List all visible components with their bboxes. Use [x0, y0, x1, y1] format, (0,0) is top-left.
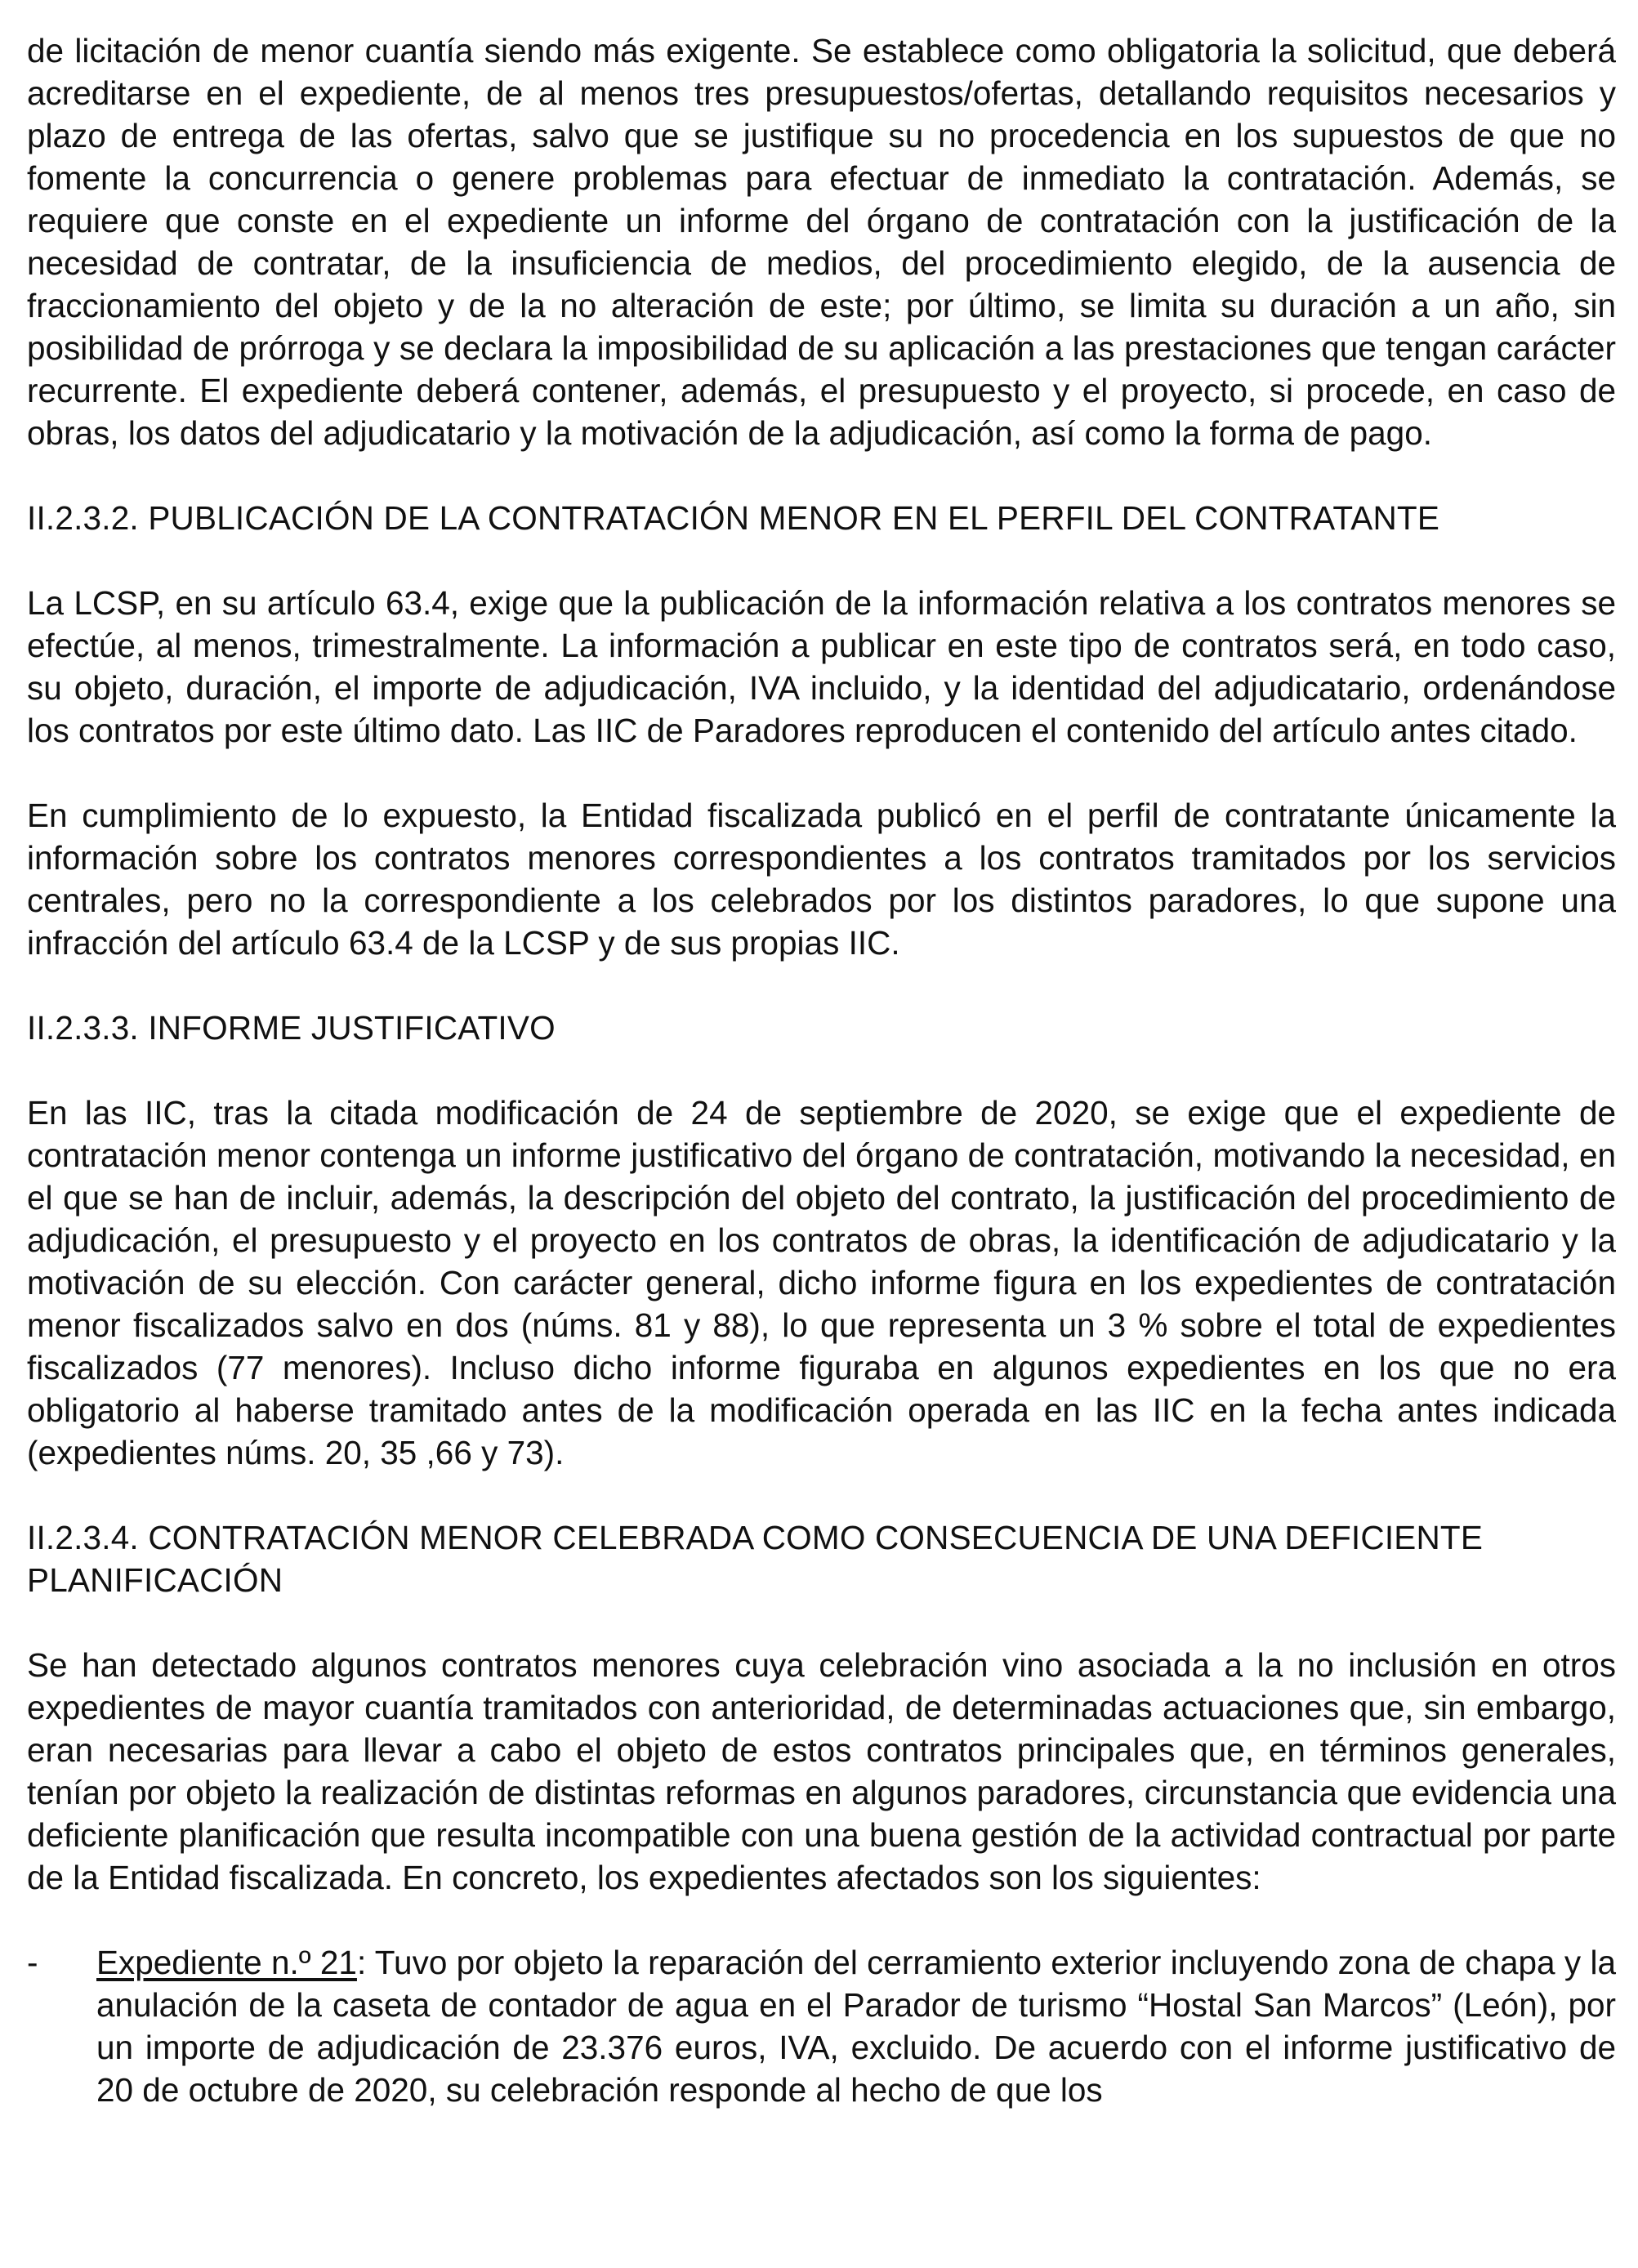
paragraph-cumplimiento: En cumplimiento de lo expuesto, la Entidad fiscalizada publicó en el perfil de contratante únicamente la información sobre los contratos menores correspondientes a los contratos tramitados por los servicios centrales, pero no la correspondiente a los celebrados por los distintos paradores, lo que supone una infracción del artículo 63.4 de la LCSP y de sus propias IIC. — [27, 797, 1616, 962]
expediente-label: Expediente n.º 21 — [96, 1944, 357, 1981]
spacer — [27, 539, 1616, 582]
section-heading-informe: II.2.3.3. INFORME JUSTIFICATIVO — [27, 1009, 556, 1047]
spacer — [27, 964, 1616, 1007]
spacer — [27, 1899, 1616, 1941]
expediente-text: : Tuvo por objeto la reparación del cerramiento exterior incluyendo zona de chapa y la anulación de la caseta de contador de agua en el Parador de turismo “Hostal San Marcos” (León), por un importe de adjudicación de 23.376 euros, IVA, excluido. De acuerdo con el informe justificativo de 20 de octubre de 2020, su celebración responde al hecho de que los — [96, 1944, 1616, 2109]
document-page — [27, 29, 1616, 2111]
spacer — [27, 1601, 1616, 1644]
list-dash: - — [27, 1944, 38, 1981]
paragraph-lcsp-63-4: La LCSP, en su artículo 63.4, exige que la publicación de la información relativa a los contratos menores se efectúe, al menos, trimestralmente. La información a publicar en este tipo de contratos será, en todo caso, su objeto, duración, el importe de adjudicación, IVA incluido, y la identidad del adjudicatario, ordenándose los contratos por este último dato. Las IIC de Paradores reproducen el contenido del artículo antes citado. — [27, 584, 1616, 749]
spacer — [27, 1474, 1616, 1516]
paragraph-informe-justificativo: En las IIC, tras la citada modificación de 24 de septiembre de 2020, se exige que el expediente de contratación menor contenga un informe justificativo del órgano de contratación, motivando la necesidad, en el que se han de incluir, además, la descripción del objeto del contrato, la justificación del procedimiento de adjudicación, el presupuesto y el proyecto en los contratos de obras, la identificación de adjudicatario y la motivación de su elección. Con carácter general, dicho informe figura en los expedientes de contratación menor fiscalizados salvo en dos (núms. 81 y 88), lo que representa un 3 % sobre el total de expedientes fiscalizados (77 menores). Incluso dicho informe figuraba en algunos expedientes en los que no era obligatorio al haberse tramitado antes de la modificación operada en las IIC en la fecha antes indicada (expedientes núms. 20, 35 ,66 y 73). — [27, 1094, 1616, 1471]
section-heading-publicacion: II.2.3.2. PUBLICACIÓN DE LA CONTRATACIÓN MENOR EN EL PERFIL DEL CONTRATANTE — [27, 499, 1440, 537]
paragraph-planificacion: Se han detectado algunos contratos menores cuya celebración vino asociada a la no inclusión en otros expedientes de mayor cuantía tramitados con anterioridad, de determinadas actuaciones que, sin embargo, eran necesarias para llevar a cabo el objeto de estos contratos principales que, en términos generales, tenían por objeto la realización de distintas reformas en algunos paradores, circunstancia que evidencia una deficiente planificación que resulta incompatible con una buena gestión de la actividad contractual por parte de la Entidad fiscalizada. En concreto, los expedientes afectados son los siguientes: — [27, 1646, 1616, 1896]
spacer — [27, 1049, 1616, 1092]
list-item-expediente-21 — [27, 1941, 1616, 2111]
section-heading-planificacion: II.2.3.4. CONTRATACIÓN MENOR CELEBRADA COMO CONSECUENCIA DE UNA DEFICIENTE PLANIFICACIÓN — [27, 1519, 1484, 1599]
spacer — [27, 454, 1616, 497]
paragraph-intro: de licitación de menor cuantía siendo más exigente. Se establece como obligatoria la solicitud, que deberá acreditarse en el expediente, de al menos tres presupuestos/ofertas, detallando requisitos necesarios y plazo de entrega de las ofertas, salvo que se justifique su no procedencia en los supuestos de que no fomente la concurrencia o genere problemas para efectuar de inmediato la contratación. Además, se requiere que conste en el expediente un informe del órgano de contratación con la justificación de la necesidad de contratar, de la insuficiencia de medios, del procedimiento elegido, de la ausencia de fraccionamiento del objeto y de la no alteración de este; por último, se limita su duración a un año, sin posibilidad de prórroga y se declara la imposibilidad de su aplicación a las prestaciones que tengan carácter recurrente. El expediente deberá contener, además, el presupuesto y el proyecto, si procede, en caso de obras, los datos del adjudicatario y la motivación de la adjudicación, así como la forma de pago. — [27, 32, 1616, 452]
spacer — [27, 752, 1616, 794]
